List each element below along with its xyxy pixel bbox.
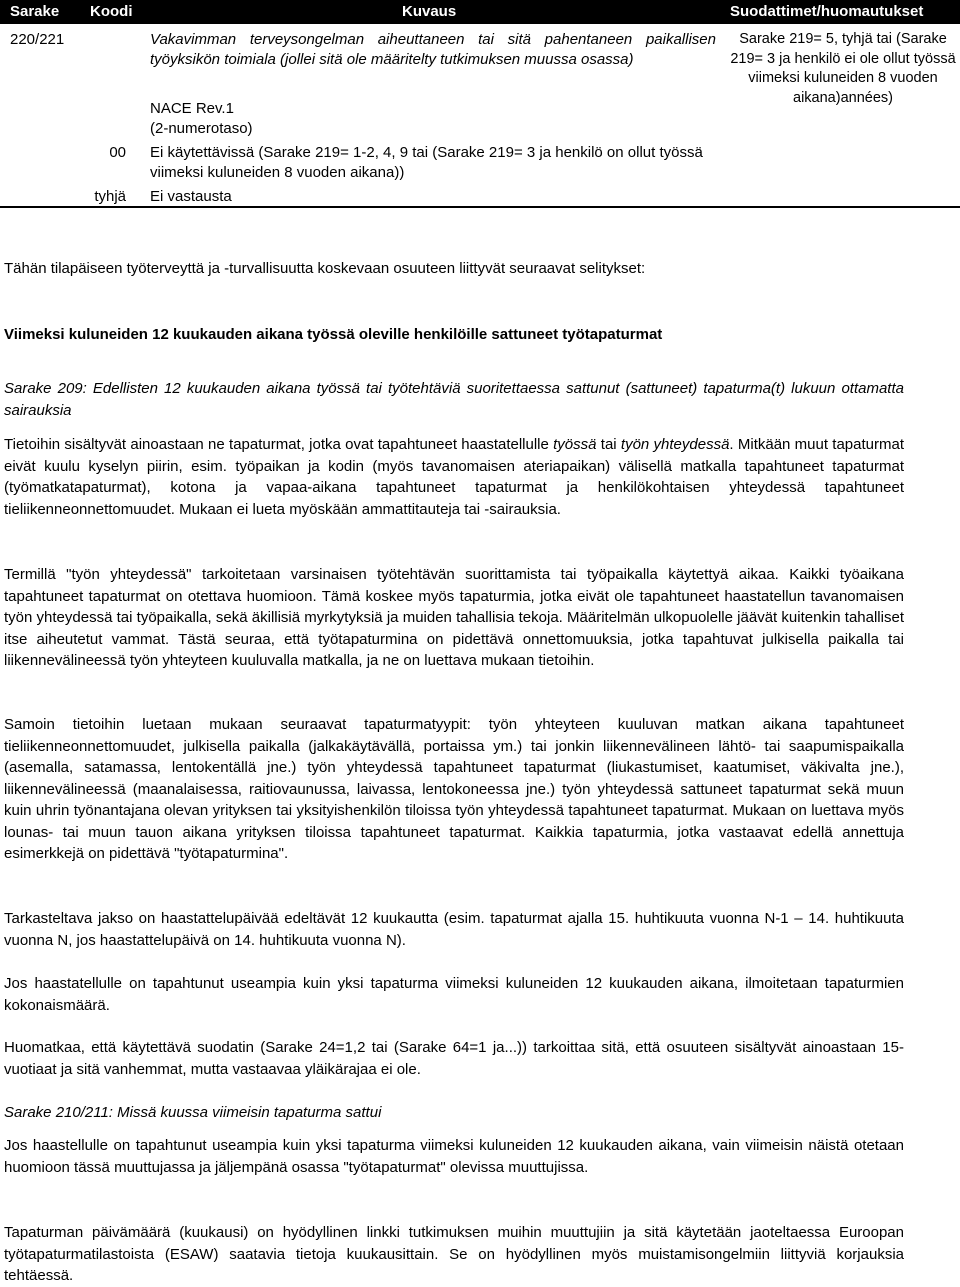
section-heading: Viimeksi kuluneiden 12 kuukauden aikana työssä oleville henkilöille sattuneet työtapaturmat — [4, 326, 663, 343]
code-value: 00 — [109, 144, 126, 161]
paragraph-scope — [4, 434, 904, 520]
table-divider — [0, 206, 960, 208]
header-suodattimet: Suodattimet/huomautukset — [730, 3, 924, 20]
paragraph-types: Samoin tietoihin luetaan mukaan seuraavat tapaturmatyypit: työn yhteyteen kuuluvan matkan aikana tapahtuneet tieliikenneonnettomuudet, julkisella paikalla (jalkakäytävällä, portaissa ym.) tai jonkin liikennevälineen lähtö- tai saapumispaikalla (asemalla, satamassa, lentokentällä jne.) työn yhteydessä tapahtuneet tapaturmat (liukastumiset, kaatumiset, väkivalta jne.), liikennevälineessä (maanalaisessa, raitiovaunussa, laivassa, lentokoneessa jne.) työn yhteydessä sattuneet tapaturmat sekä muun kuin uhrin työnantajana olevan yrityksen tai yksityishenkilön tiloissa työn yhteydessä tapahtuneet tapaturmat. Mukaan on luettava myös lounas- tai muun tauon aikana yrityksen tiloissa tapahtuneet tapaturmat. Kaikkia tapaturmia, jotka vastaavat edellä annettuja esimerkkejä on pidettävä "työtapaturmina". — [4, 716, 904, 862]
header-kuvaus: Kuvaus — [402, 3, 457, 20]
paragraph-definition: Termillä "työn yhteydessä" tarkoitetaan varsinaisen työtehtävän suorittamista tai työpaikalla käytettyä aikaa. Kaikki työaikana tapahtuneet tapaturmat on otettava huomioon. Tämä koskee myös tapaturmia, jotka eivät ole tapahtuneet haastatellun tavanomaisen työn yhteydessä tai työpaikalla, sekä äkillisiä myrkytyksiä ja muiden tahallisia tekoja. Määritelmän ulkopuolelle jäävät kuitenkin tahalliset itse aiheutetut vammat. Tästä seuraa, että työtapaturmina on pidettävä onnettomuuksia, jotka tapahtuvat julkisella paikalla tai liikennevälineessä työn yhteyteen kuuluvalla matkalla, ja ne on luettava mukaan tietoihin. — [4, 566, 904, 669]
sarake-209-heading: Sarake 209: Edellisten 12 kuukauden aikana työssä tai työtehtäviä suoritettaessa sattunut (sattuneet) tapaturma(t) lukuun ottamatta sairauksia — [4, 380, 904, 419]
header-sarake: Sarake — [10, 3, 60, 20]
paragraph-latest: Jos haastellulle on tapahtunut useampia kuin yksi tapaturma viimeksi kuluneiden 12 kuukauden aikana, vain viimeisin näistä otetaan huomioon tässä muuttujassa ja jäljempänä osassa "työtapaturmat" olevissa muuttujissa. — [4, 1137, 904, 1176]
paragraph-period: Tarkasteltava jakso on haastattelupäivää edeltävät 12 kuukautta (esim. tapaturmat ajalla 15. huhtikuuta vuonna N-1 – 14. huhtikuuta vuonna N, jos haastattelupäivä on 14. huhtikuuta vuonna N). — [4, 910, 904, 949]
code-description: Ei käytettävissä (Sarake 219= 1-2, 4, 9 tai (Sarake 219= 3 ja henkilö on ollut työssä viimeksi kuluneiden 8 vuoden aikana)) — [150, 144, 703, 181]
table-header — [0, 0, 960, 24]
row-nace-sub: (2-numerotaso) — [150, 120, 253, 137]
row-filter-note: Sarake 219= 5, tyhjä tai (Sarake 219= 3 ja henkilö ei ole ollut työssä viimeksi kuluneiden 8 vuoden aikana)années) — [730, 31, 956, 106]
paragraph-multiple: Jos haastatellulle on tapahtunut useampia kuin yksi tapaturma viimeksi kuluneiden 12 kuukauden aikana, ilmoitetaan tapaturmien kokonaismäärä. — [4, 975, 904, 1014]
paragraph-filter: Huomatkaa, että käytettävä suodatin (Sarake 24=1,2 tai (Sarake 64=1 ja...)) tarkoittaa sitä, että osuuteen sisältyvät ainoastaan 15-vuotiaat ja sitä vanhemmat, mutta vastaavaa yläikärajaa ei ole. — [4, 1039, 904, 1078]
paragraph-scope-part: . Mitkään muut tapaturmat eivät kuulu kyselyn piirin, esim. työpaikan ja kodin (myös tavanomaisen ateriapaikan) välisellä matkalla tapahtuneet tapaturmat (työmatkatapaturmat), kotona ja vapaa-aikana tapahtuneet tapaturmat ja henkilökohtaisen yhteydessä tapahtuneet tieliikenneonnettomuudet. Mukaan ei lueta myöskään ammattitauteja tai -sairauksia. — [4, 436, 904, 518]
row-description: Vakavimman terveysongelman aiheuttaneen tai sitä pahentaneen paikallisen työyksikön toimiala (jollei sitä ole määritelty tutkimuksen muussa osassa) — [150, 31, 716, 68]
paragraph-date: Tapaturman päivämäärä (kuukausi) on hyödyllinen linkki tutkimuksen muihin muuttujiin ja sitä käytetään jaoteltaessa Euroopan työtapaturmatilastoista (ESAW) saatavia tietoja kuukausittain. Se on hyödyllinen myös muistamisongelmiin liittyviä korjauksia tehtäessä. — [4, 1224, 904, 1284]
paragraph-scope-work: työssä — [553, 436, 597, 453]
paragraph-scope-part: Tietoihin sisältyvät ainoastaan ne tapaturmat, jotka ovat tapahtuneet haastatellulle — [4, 436, 554, 453]
sarake-210-heading: Sarake 210/211: Missä kuussa viimeisin tapaturma sattui — [4, 1104, 382, 1121]
header-koodi: Koodi — [90, 3, 133, 20]
row-nace: NACE Rev.1 — [150, 100, 234, 117]
row-sarake-value: 220/221 — [10, 31, 65, 48]
paragraph-scope-part: tai — [596, 436, 621, 453]
code-description: Ei vastausta — [150, 188, 232, 205]
code-value: tyhjä — [94, 188, 126, 205]
intro-text: Tähän tilapäiseen työterveyttä ja -turvallisuutta koskevaan osuuteen liittyvät seuraavat selitykset: — [4, 260, 646, 277]
paragraph-scope-context: työn yhteydessä — [620, 436, 730, 453]
